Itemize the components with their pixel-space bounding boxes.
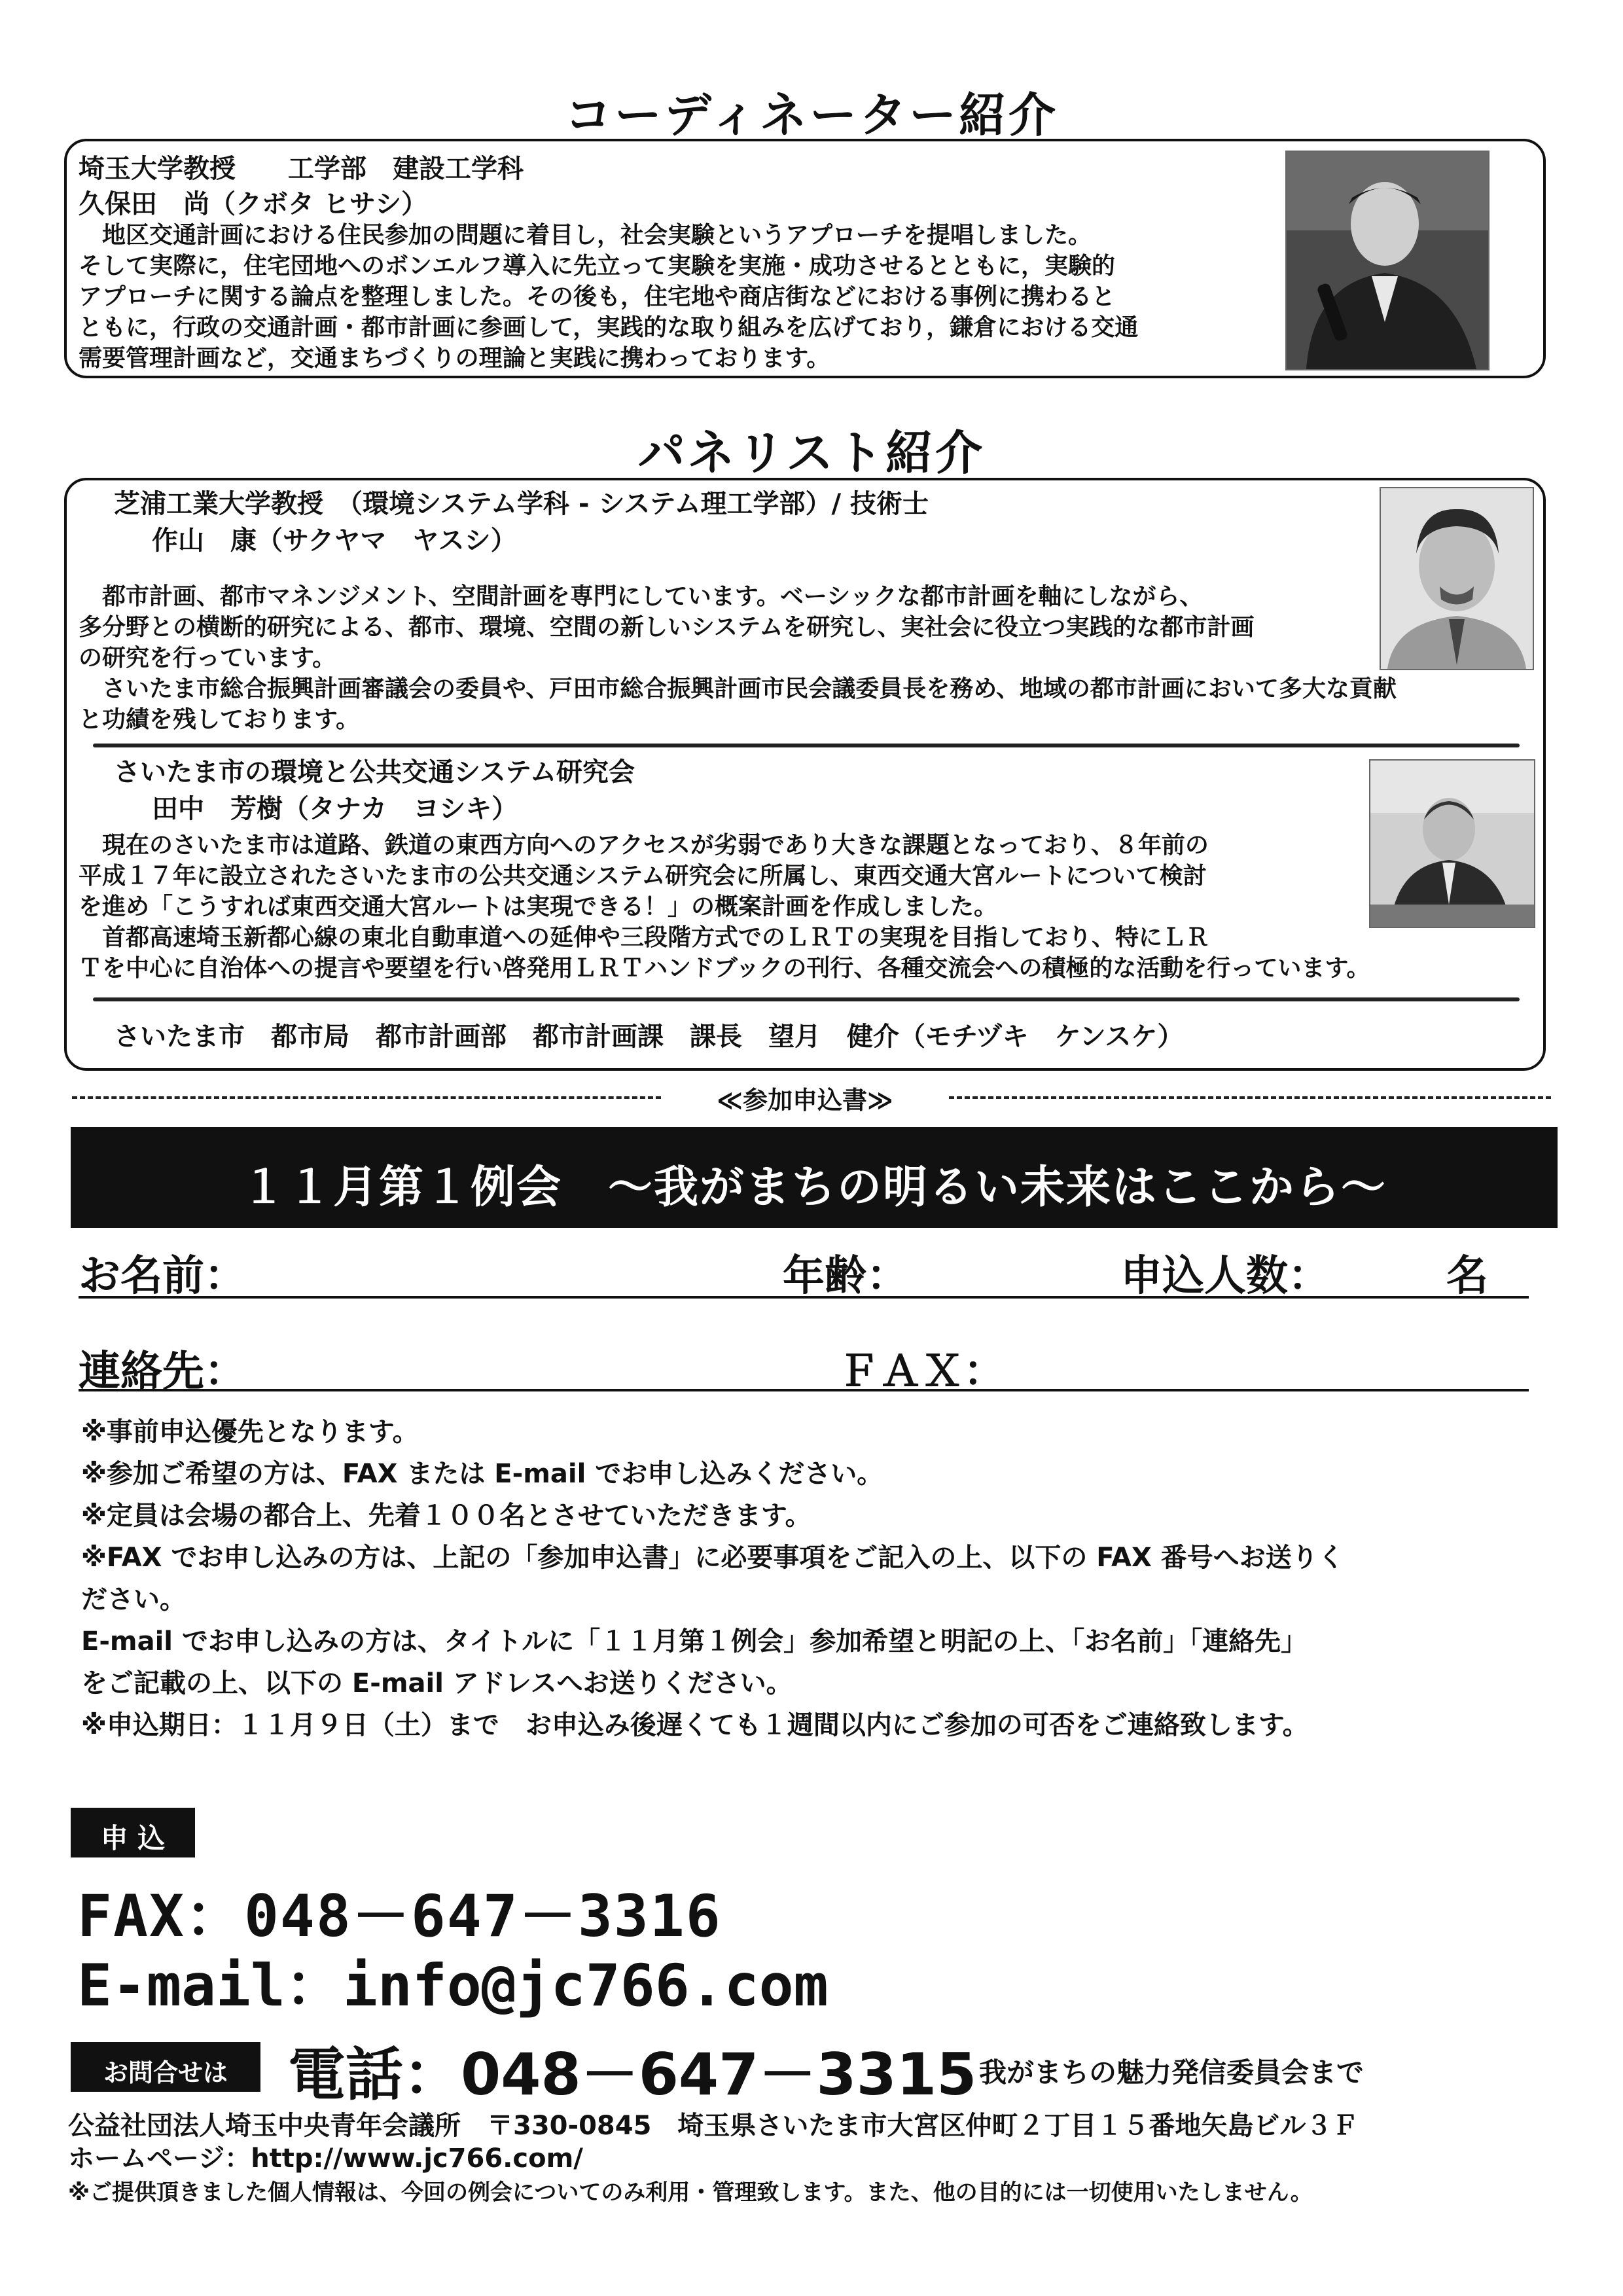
fax-label: ＦＡＸ： [838, 1348, 1005, 1396]
note-item: E-mail でお申し込みの方は、タイトルに「１１月第１例会」参加希望と明記の上、「お名前」「連絡先」 [81, 1626, 1308, 1657]
count-unit: 名 [1446, 1252, 1488, 1300]
coordinator-affiliation: 埼玉大学教授 工学部 建設工学科 [79, 154, 524, 184]
coordinator-bio [79, 220, 1322, 374]
note-item: をご記載の上、以下の E-mail アドレスへお送りください。 [81, 1668, 793, 1698]
panelist2-bio [79, 830, 1544, 984]
name-label: お名前： [79, 1252, 246, 1300]
bio-line: と功績を残しております。 [79, 706, 360, 733]
privacy-notice: ※ご提供頂きました個人情報は、今回の例会についてのみ利用・管理致します。また、他の目的には一切使用いたしません。 [68, 2179, 1313, 2206]
bio-line: 地区交通計画における住民参加の問題に着目し，社会実験というアプローチを提唱しました。 [79, 222, 1092, 249]
inquiry-badge-text: お問合せは [103, 2058, 228, 2087]
panelist2-photo [1369, 759, 1535, 928]
application-form-label: ≪参加申込書≫ [717, 1086, 893, 1115]
panelist-section-title: パネリスト紹介 [637, 425, 986, 480]
event-banner [71, 1127, 1558, 1228]
panelist1-bio [79, 581, 1544, 735]
bio-line: さいたま市総合振興計画審議会の委員や、戸田市総合振興計画市民会議委員長を務め、地域の都市計画において多大な貢献 [79, 675, 1397, 702]
inquiry-phone: 電話：048－647－3315 [288, 2041, 977, 2108]
bio-line: 首都高速埼玉新都心線の東北自動車道への延伸や三段階方式でのＬＲＴの実現を目指しており、特にＬＲ [79, 924, 1210, 951]
contact-row-underline[interactable] [79, 1389, 1529, 1391]
apply-badge [71, 1808, 195, 1857]
cut-line-right [949, 1096, 1551, 1099]
cut-line-left [72, 1096, 661, 1099]
panelist2-name: 田中 芳樹（タナカ ヨシキ） [152, 794, 518, 824]
inquiry-committee: 我がまちの魅力発信委員会まで [979, 2056, 1364, 2089]
panelist1-photo [1380, 487, 1534, 670]
coordinator-name: 久保田 尚（クボタ ヒサシ） [79, 189, 428, 219]
age-label: 年齢： [783, 1252, 908, 1300]
bio-line: 現在のさいたま市は道路、鉄道の東西方向へのアクセスが劣弱であり大きな課題となっており、８年前の [79, 832, 1209, 859]
bio-line: ともに，行政の交通計画・都市計画に参画して，実践的な取り組みを広げており，鎌倉における交通 [79, 314, 1139, 341]
name-row-underline[interactable] [79, 1296, 1529, 1299]
apply-fax-number: FAX：048－647－3316 [77, 1882, 722, 1950]
note-item: ※定員は会場の都合上、先着１００名とさせていただきます。 [81, 1501, 812, 1531]
bio-line: 都市計画、都市マネンジメント、空間計画を専門にしています。ベーシックな都市計画を軸にしながら、 [79, 583, 1204, 610]
organization-address: 公益社団法人埼玉中央青年会議所 〒330-0845 埼玉県さいたま市大宮区仲町２丁目１５番地矢島ビル３Ｆ [68, 2111, 1359, 2141]
note-item: ※参加ご希望の方は、FAX または E-mail でお申し込みください。 [81, 1459, 883, 1489]
panelist-box [64, 478, 1546, 1071]
note-item: ださい。 [81, 1585, 186, 1615]
apply-badge-text: 申 込 [100, 1822, 166, 1854]
panelist2-affiliation: さいたま市の環境と公共交通システム研究会 [114, 757, 635, 787]
panelist1-affiliation: 芝浦工業大学教授 （環境システム学科 - システム理工学部）/ 技術士 [114, 489, 929, 519]
note-item: ※申込期日：１１月９日（土）まで お申込み後遅くても１週間以内にご参加の可否をご連絡致します。 [81, 1710, 1309, 1740]
panelist1-name: 作山 康（サクヤマ ヤスシ） [152, 526, 517, 556]
panelist-divider [93, 744, 1520, 747]
bio-line: を進め「こうすれば東西交通大宮ルートは実現できる！」の概案計画を作成しました。 [79, 893, 998, 920]
panelist-divider [93, 997, 1520, 1001]
bio-line: Ｔを中心に自治体への提言や要望を行い啓発用ＬＲＴハンドブックの刊行、各種交流会への積極的な活動を行っています。 [79, 955, 1370, 982]
bio-line: 平成１７年に設立されたさいたま市の公共交通システム研究会に所属し、東西交通大宮ルートについて検討 [79, 863, 1207, 889]
inquiry-badge [71, 2042, 260, 2092]
note-item: ※事前申込優先となります。 [81, 1417, 419, 1447]
bio-line: アプローチに関する論点を整理しました。その後も，住宅地や商店街などにおける事例に携わると [79, 283, 1116, 310]
coordinator-box [64, 139, 1546, 378]
count-label: 申込人数： [1120, 1252, 1330, 1300]
coordinator-section-title: コーディネーター紹介 [564, 88, 1059, 143]
apply-email-address[interactable]: E-mail：info@jc766.com [77, 1952, 829, 2019]
bio-line: の研究を行っています。 [79, 645, 336, 672]
coordinator-photo [1285, 151, 1489, 370]
bio-line: そして実際に，住宅団地へのボンエルフ導入に先立って実験を実施・成功させるとともに，実験的 [79, 253, 1116, 279]
contact-label: 連絡先： [79, 1348, 246, 1396]
panelist3-line: さいたま市 都市局 都市計画部 都市計画課 課長 望月 健介（モチヅキ ケンスケ） [114, 1022, 1184, 1052]
notes-list [81, 1411, 1599, 1746]
homepage-link[interactable]: ホームページ：http://www.jc766.com/ [68, 2144, 583, 2174]
bio-line: 需要管理計画など，交通まちづくりの理論と実践に携わっております。 [79, 345, 830, 372]
bio-line: 多分野との横断的研究による、都市、環境、空間の新しいシステムを研究し、実社会に役立つ実践的な都市計画 [79, 614, 1255, 641]
event-banner-title: １１月第１例会 ～我がまちの明るい未来はここから～ [241, 1162, 1387, 1213]
note-item: ※FAX でお申し込みの方は、上記の「参加申込書」に必要事項をご記入の上、以下の FAX 番号へお送りく [81, 1543, 1344, 1573]
